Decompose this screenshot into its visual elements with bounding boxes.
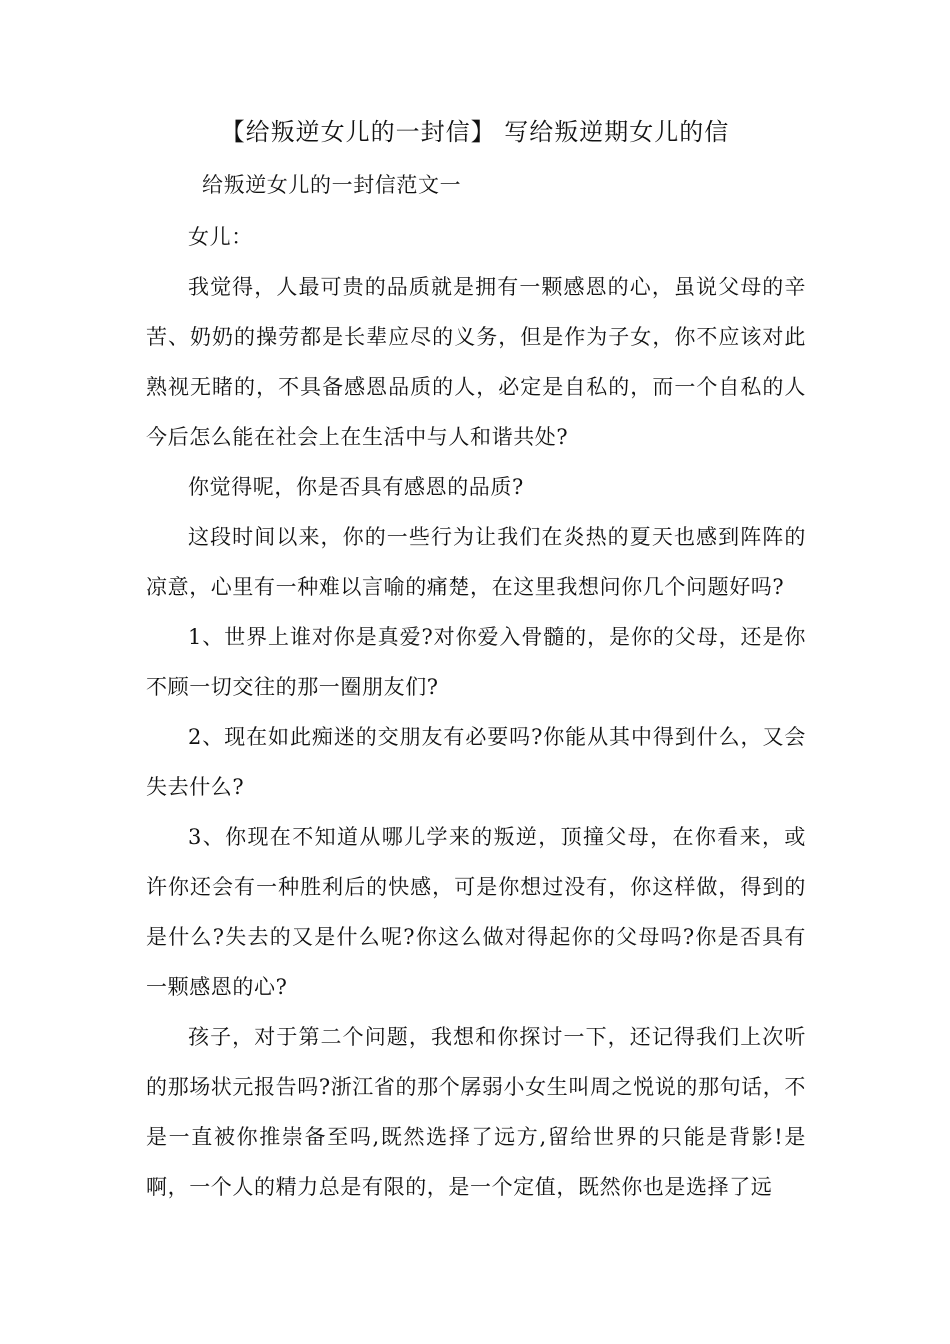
document-title: 【给叛逆女儿的一封信】 写给叛逆期女儿的信 <box>220 118 730 146</box>
document-subtitle: 给叛逆女儿的一封信范文一 <box>202 173 462 197</box>
body-paragraph: 孩子，对于第二个问题，我想和你探讨一下，还记得我们上次听的那场状元报告吗?浙江省的那个孱弱小女生叫周之悦说的那句话，不是一直被你推崇备至吗,既然选择了远方,留给世界的只能是背影!是啊，一个人的精力总是有限的，是一个定值，既然你也是选择了远 <box>146 1025 806 1199</box>
salutation: 女儿： <box>188 225 253 249</box>
question-paragraph: 1、世界上谁对你是真爱?对你爱入骨髓的，是你的父母，还是你不顾一切交往的那一圈朋友们? <box>146 625 806 699</box>
body-paragraph: 我觉得，人最可贵的品质就是拥有一颗感恩的心，虽说父母的辛苦、奶奶的操劳都是长辈应尽的义务，但是作为子女，你不应该对此熟视无睹的，不具备感恩品质的人，必定是自私的，而一个自私的人今后怎么能在社会上在生活中与人和谐共处? <box>146 275 806 449</box>
question-paragraph: 3、你现在不知道从哪儿学来的叛逆，顶撞父母，在你看来，或许你还会有一种胜利后的快感，可是你想过没有，你这样做，得到的是什么?失去的又是什么呢?你这么做对得起你的父母吗?你是否具有一颗感恩的心? <box>146 825 806 999</box>
letter-body <box>146 212 806 1212</box>
body-paragraph: 这段时间以来，你的一些行为让我们在炎热的夏天也感到阵阵的凉意，心里有一种难以言喻的痛楚，在这里我想问你几个问题好吗? <box>146 525 806 599</box>
body-paragraph: 你觉得呢，你是否具有感恩的品质? <box>188 475 524 499</box>
question-paragraph: 2、现在如此痴迷的交朋友有必要吗?你能从其中得到什么，又会失去什么? <box>146 725 806 799</box>
